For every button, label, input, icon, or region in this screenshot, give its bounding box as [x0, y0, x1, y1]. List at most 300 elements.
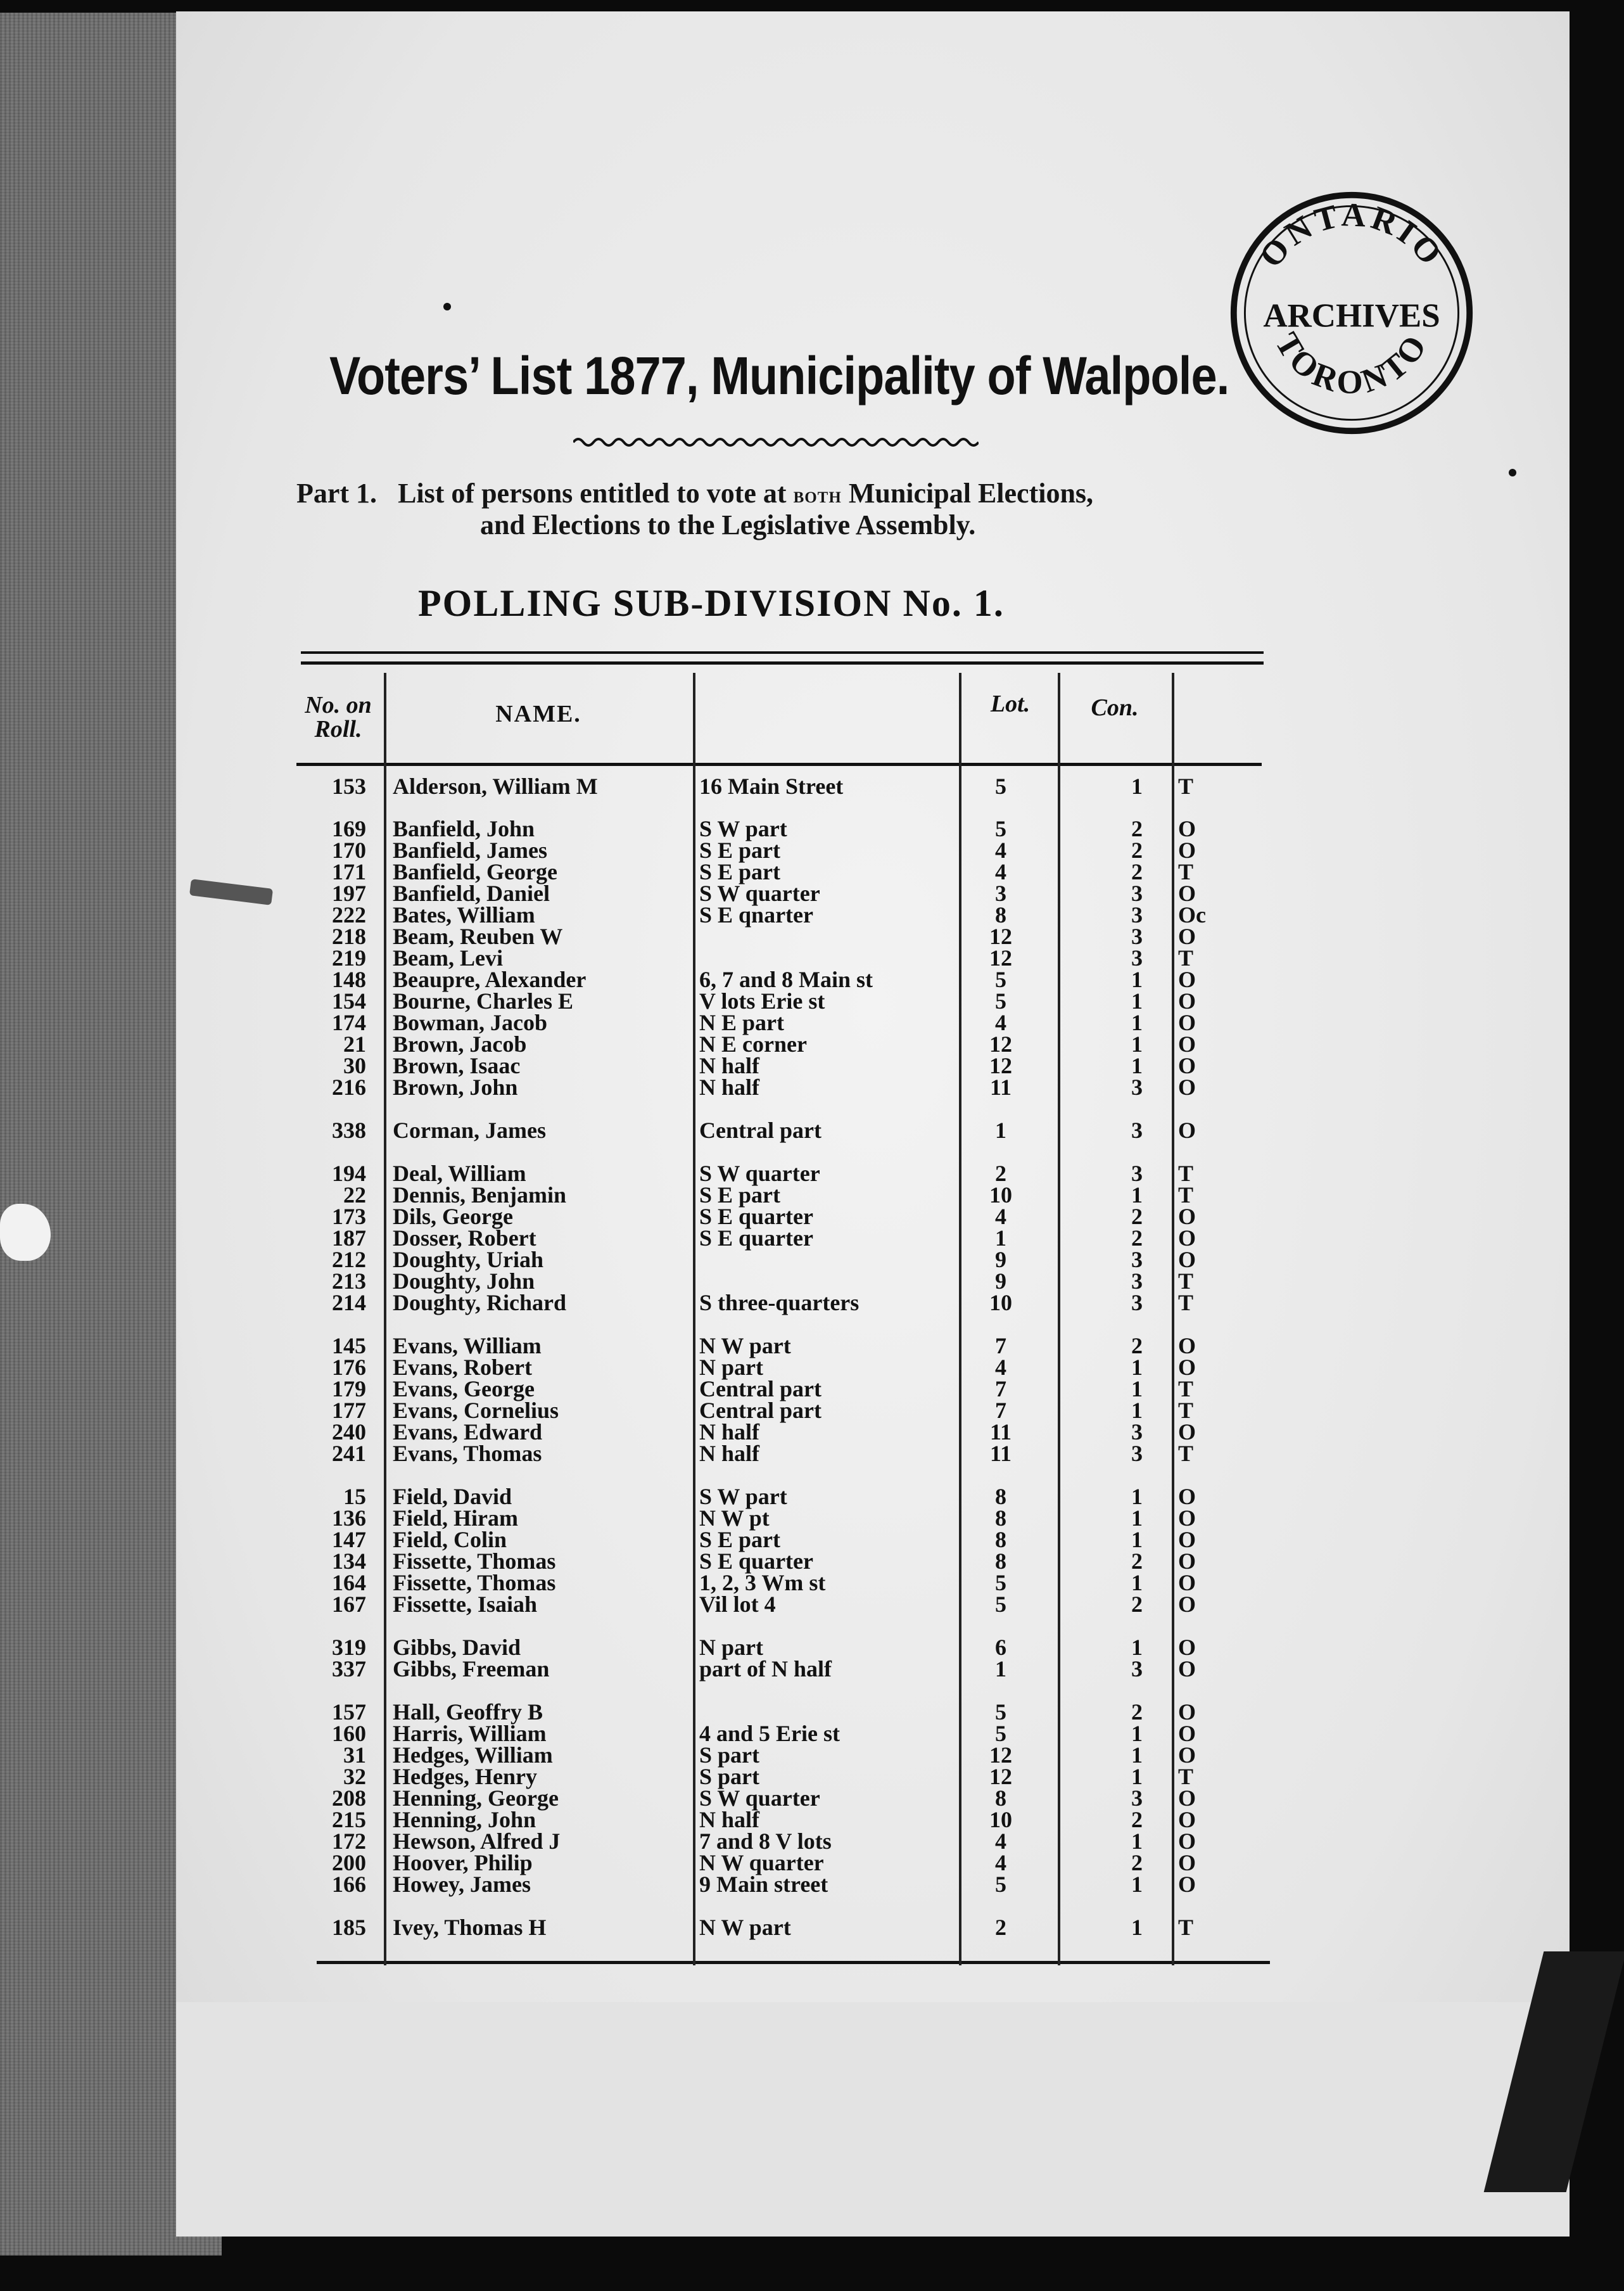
concession-number: 3: [1131, 1161, 1143, 1186]
qualification-code: O: [1178, 1010, 1196, 1035]
header-bottom-rule: [296, 763, 1262, 766]
lot-number: 12: [989, 1053, 1012, 1078]
property-description: N half: [699, 1419, 760, 1445]
roll-number: 185: [332, 1915, 366, 1940]
part-label: Part 1.: [296, 478, 377, 509]
roll-number: 240: [332, 1419, 366, 1445]
column-divider: [959, 673, 961, 1965]
roll-number: 222: [332, 902, 366, 928]
roll-number: 194: [332, 1161, 366, 1186]
property-description: Vil lot 4: [699, 1592, 776, 1617]
intro-line1-start: List of persons entitled to vote at: [398, 478, 787, 509]
roll-number: 145: [332, 1333, 366, 1358]
qualification-code: O: [1178, 1785, 1196, 1811]
concession-number: 3: [1131, 945, 1143, 971]
qualification-code: O: [1178, 1225, 1196, 1251]
header-lot: Lot.: [990, 691, 1031, 717]
voter-name: Hoover, Philip: [393, 1850, 533, 1875]
roll-number: 200: [332, 1850, 366, 1875]
table-bottom-rule: [317, 1961, 1270, 1964]
roll-number: 179: [332, 1376, 366, 1401]
voter-name: Brown, John: [393, 1075, 518, 1100]
property-description: 6, 7 and 8 Main st: [699, 967, 873, 992]
roll-number: 167: [332, 1592, 366, 1617]
qualification-code: O: [1178, 1699, 1196, 1725]
concession-number: 2: [1131, 1333, 1143, 1358]
voter-name: Bourne, Charles E: [393, 988, 574, 1014]
concession-number: 1: [1131, 1398, 1143, 1423]
concession-number: 1: [1131, 1570, 1143, 1595]
intro-line2: and Elections to the Legislative Assembly.: [480, 509, 976, 540]
lot-number: 12: [989, 1031, 1012, 1057]
voter-name: Fissette, Thomas: [393, 1548, 556, 1574]
property-description: S E part: [699, 838, 781, 863]
voter-name: Corman, James: [393, 1118, 546, 1143]
voter-name: Beam, Reuben W: [393, 924, 563, 949]
property-description: S W quarter: [699, 1785, 820, 1811]
voter-name: Brown, Jacob: [393, 1031, 527, 1057]
concession-number: 3: [1131, 1247, 1143, 1272]
property-description: N W quarter: [699, 1850, 824, 1875]
stamp-middle-text: ARCHIVES: [1263, 297, 1440, 335]
roll-number: 213: [332, 1268, 366, 1294]
property-description: S E part: [699, 1527, 781, 1552]
lot-number: 5: [995, 1721, 1006, 1746]
property-description: 1, 2, 3 Wm st: [699, 1570, 826, 1595]
concession-number: 2: [1131, 838, 1143, 863]
roll-number: 187: [332, 1225, 366, 1251]
qualification-code: O: [1178, 1204, 1196, 1229]
concession-number: 3: [1131, 1785, 1143, 1811]
lot-number: 7: [995, 1398, 1006, 1423]
voter-name: Evans, Edward: [393, 1419, 543, 1445]
lot-number: 5: [995, 1699, 1006, 1725]
lot-number: 12: [989, 924, 1012, 949]
concession-number: 3: [1131, 1441, 1143, 1466]
lot-number: 8: [995, 1548, 1006, 1574]
concession-number: 1: [1131, 988, 1143, 1014]
roll-number: 32: [343, 1764, 366, 1789]
intro-text: [296, 478, 1285, 540]
concession-number: 3: [1131, 1075, 1143, 1100]
voter-name: Banfield, James: [393, 838, 548, 863]
roll-number: 134: [332, 1548, 366, 1574]
voter-name: Henning, George: [393, 1785, 559, 1811]
concession-number: 3: [1131, 1268, 1143, 1294]
lot-number: 1: [995, 1656, 1006, 1682]
concession-number: 2: [1131, 859, 1143, 884]
property-description: 9 Main street: [699, 1872, 828, 1897]
voter-name: Banfield, John: [393, 816, 535, 841]
roll-number: 153: [332, 774, 366, 799]
voter-name: Deal, William: [393, 1161, 526, 1186]
voter-name: Evans, Thomas: [393, 1441, 542, 1466]
qualification-code: T: [1178, 1376, 1194, 1401]
column-divider: [1172, 673, 1174, 1965]
column-divider: [1058, 673, 1060, 1965]
concession-number: 1: [1131, 1872, 1143, 1897]
lot-number: 5: [995, 1592, 1006, 1617]
concession-number: 1: [1131, 1721, 1143, 1746]
lot-number: 8: [995, 1527, 1006, 1552]
concession-number: 1: [1131, 1010, 1143, 1035]
property-description: S part: [699, 1742, 760, 1768]
qualification-code: T: [1178, 1398, 1194, 1423]
roll-number: 241: [332, 1441, 366, 1466]
lot-number: 5: [995, 774, 1006, 799]
voter-name: Hedges, Henry: [393, 1764, 537, 1789]
qualification-code: O: [1178, 1872, 1196, 1897]
voter-name: Dosser, Robert: [393, 1225, 536, 1251]
page-lower-area: [176, 2002, 1570, 2237]
voter-name: Banfield, Daniel: [393, 881, 550, 906]
concession-number: 2: [1131, 816, 1143, 841]
header-no-on-roll: No. on Roll.: [305, 692, 372, 743]
roll-number: 176: [332, 1355, 366, 1380]
voter-name: Evans, Cornelius: [393, 1398, 559, 1423]
voter-name: Beaupre, Alexander: [393, 967, 587, 992]
property-description: N W pt: [699, 1505, 770, 1531]
qualification-code: O: [1178, 1742, 1196, 1768]
svg-text:TORONTO: [1268, 326, 1436, 401]
property-description: S W part: [699, 816, 787, 841]
qualification-code: O: [1178, 1656, 1196, 1682]
roll-number: 337: [332, 1656, 366, 1682]
lot-number: 11: [989, 1075, 1012, 1100]
concession-number: 1: [1131, 1505, 1143, 1531]
property-description: N half: [699, 1441, 760, 1466]
qualification-code: O: [1178, 1419, 1196, 1445]
voter-name: Evans, Robert: [393, 1355, 533, 1380]
roll-number: 338: [332, 1118, 366, 1143]
voter-name: Evans, William: [393, 1333, 542, 1358]
property-description: N half: [699, 1807, 760, 1832]
lot-number: 8: [995, 902, 1006, 928]
property-description: S W quarter: [699, 1161, 820, 1186]
roll-number: 173: [332, 1204, 366, 1229]
lot-number: 11: [989, 1441, 1012, 1466]
roll-number: 164: [332, 1570, 366, 1595]
concession-number: 1: [1131, 967, 1143, 992]
qualification-code: O: [1178, 838, 1196, 863]
roll-number: 154: [332, 988, 366, 1014]
concession-number: 1: [1131, 1053, 1143, 1078]
voter-name: Ivey, Thomas H: [393, 1915, 547, 1940]
lot-number: 5: [995, 1872, 1006, 1897]
concession-number: 2: [1131, 1225, 1143, 1251]
voter-name: Brown, Isaac: [393, 1053, 521, 1078]
concession-number: 1: [1131, 1742, 1143, 1768]
qualification-code: O: [1178, 1548, 1196, 1574]
roll-number: 22: [343, 1182, 366, 1208]
table-top-rule: [301, 651, 1264, 654]
concession-number: 3: [1131, 1118, 1143, 1143]
qualification-code: Oc: [1178, 902, 1206, 928]
table-top-rule-2: [301, 661, 1264, 665]
qualification-code: O: [1178, 1807, 1196, 1832]
document-title: Voters’ List 1877, Municipality of Walpole.: [329, 346, 1229, 405]
qualification-code: O: [1178, 1850, 1196, 1875]
roll-number: 319: [332, 1635, 366, 1660]
property-description: S part: [699, 1764, 760, 1789]
lot-number: 1: [995, 1118, 1006, 1143]
roll-number: 219: [332, 945, 366, 971]
voter-name: Field, David: [393, 1484, 512, 1509]
qualification-code: T: [1178, 859, 1194, 884]
qualification-code: O: [1178, 881, 1196, 906]
concession-number: 2: [1131, 1548, 1143, 1574]
concession-number: 1: [1131, 1376, 1143, 1401]
lot-number: 3: [995, 881, 1006, 906]
svg-text:ONTARIO: [1252, 196, 1451, 274]
qualification-code: O: [1178, 1031, 1196, 1057]
qualification-code: T: [1178, 945, 1194, 971]
lot-number: 1: [995, 1225, 1006, 1251]
concession-number: 3: [1131, 1290, 1143, 1315]
lot-number: 2: [995, 1915, 1006, 1940]
concession-number: 2: [1131, 1592, 1143, 1617]
column-divider: [384, 673, 386, 1965]
lot-number: 10: [989, 1807, 1012, 1832]
property-description: V lots Erie st: [699, 988, 825, 1014]
roll-number: 208: [332, 1785, 366, 1811]
property-description: S E part: [699, 1182, 781, 1208]
intro-both: both: [793, 482, 842, 507]
property-description: 16 Main Street: [699, 774, 844, 799]
property-description: N W part: [699, 1915, 791, 1940]
roll-number: 21: [343, 1031, 366, 1057]
property-description: N part: [699, 1635, 763, 1660]
qualification-code: O: [1178, 1484, 1196, 1509]
lot-number: 4: [995, 1828, 1006, 1854]
qualification-code: O: [1178, 1527, 1196, 1552]
lot-number: 7: [995, 1333, 1006, 1358]
qualification-code: O: [1178, 1075, 1196, 1100]
qualification-code: O: [1178, 1721, 1196, 1746]
voter-name: Henning, John: [393, 1807, 536, 1832]
concession-number: 1: [1131, 1764, 1143, 1789]
voter-name: Bates, William: [393, 902, 535, 928]
lot-number: 7: [995, 1376, 1006, 1401]
property-description: S E quarter: [699, 1225, 813, 1251]
stamp-top-text: ONTARIO: [1252, 196, 1451, 275]
qualification-code: T: [1178, 1915, 1194, 1940]
lot-number: 5: [995, 1570, 1006, 1595]
qualification-code: T: [1178, 1268, 1194, 1294]
property-description: N E corner: [699, 1031, 807, 1057]
property-description: S E quarter: [699, 1204, 813, 1229]
concession-number: 2: [1131, 1807, 1143, 1832]
roll-number: 15: [343, 1484, 366, 1509]
property-description: N W part: [699, 1333, 791, 1358]
lot-number: 8: [995, 1505, 1006, 1531]
property-description: part of N half: [699, 1656, 832, 1682]
lot-number: 12: [989, 945, 1012, 971]
lot-number: 10: [989, 1182, 1012, 1208]
concession-number: 1: [1131, 1355, 1143, 1380]
qualification-code: T: [1178, 1764, 1194, 1789]
concession-number: 3: [1131, 902, 1143, 928]
concession-number: 2: [1131, 1850, 1143, 1875]
roll-number: 216: [332, 1075, 366, 1100]
lot-number: 9: [995, 1247, 1006, 1272]
intro-line1-end: Municipal Elections,: [848, 478, 1094, 509]
roll-number: 218: [332, 924, 366, 949]
voter-name: Bowman, Jacob: [393, 1010, 548, 1035]
column-divider: [693, 673, 695, 1965]
property-description: S three-quarters: [699, 1290, 860, 1315]
voter-name: Field, Colin: [393, 1527, 507, 1552]
lot-number: 2: [995, 1161, 1006, 1186]
roll-number: 197: [332, 881, 366, 906]
concession-number: 1: [1131, 1031, 1143, 1057]
qualification-code: O: [1178, 1053, 1196, 1078]
roll-number: 30: [343, 1053, 366, 1078]
roll-number: 160: [332, 1721, 366, 1746]
property-description: 7 and 8 V lots: [699, 1828, 832, 1854]
voter-name: Hedges, William: [393, 1742, 553, 1768]
qualification-code: T: [1178, 774, 1194, 799]
concession-number: 1: [1131, 774, 1143, 799]
lot-number: 5: [995, 816, 1006, 841]
voter-name: Evans, George: [393, 1376, 535, 1401]
roll-number: 170: [332, 838, 366, 863]
concession-number: 2: [1131, 1699, 1143, 1725]
title-ornament: [573, 436, 979, 449]
roll-number: 157: [332, 1699, 366, 1725]
roll-number: 171: [332, 859, 366, 884]
lot-number: 8: [995, 1785, 1006, 1811]
concession-number: 1: [1131, 1828, 1143, 1854]
concession-number: 2: [1131, 1204, 1143, 1229]
roll-number: 166: [332, 1872, 366, 1897]
roll-number: 212: [332, 1247, 366, 1272]
qualification-code: O: [1178, 1635, 1196, 1660]
lot-number: 4: [995, 838, 1006, 863]
qualification-code: O: [1178, 1333, 1196, 1358]
polling-subdivision-heading: POLLING SUB-DIVISION No. 1.: [418, 582, 1005, 624]
voter-name: Dils, George: [393, 1204, 513, 1229]
lot-number: 4: [995, 1010, 1006, 1035]
header-name: NAME.: [495, 701, 581, 727]
lot-number: 11: [989, 1419, 1012, 1445]
voter-name: Field, Hiram: [393, 1505, 518, 1531]
lot-number: 12: [989, 1742, 1012, 1768]
voter-name: Hewson, Alfred J: [393, 1828, 561, 1854]
property-description: N half: [699, 1053, 760, 1078]
voter-name: Doughty, Richard: [393, 1290, 567, 1315]
qualification-code: O: [1178, 967, 1196, 992]
concession-number: 3: [1131, 1419, 1143, 1445]
roll-number: 172: [332, 1828, 366, 1854]
qualification-code: O: [1178, 924, 1196, 949]
lot-number: 5: [995, 988, 1006, 1014]
voter-name: Doughty, John: [393, 1268, 535, 1294]
ink-speck: [443, 303, 451, 310]
concession-number: 3: [1131, 881, 1143, 906]
lot-number: 4: [995, 859, 1006, 884]
qualification-code: O: [1178, 988, 1196, 1014]
property-description: N E part: [699, 1010, 784, 1035]
qualification-code: T: [1178, 1182, 1194, 1208]
lot-number: 12: [989, 1764, 1012, 1789]
roll-number: 148: [332, 967, 366, 992]
voter-name: Fissette, Thomas: [393, 1570, 556, 1595]
roll-number: 31: [343, 1742, 366, 1768]
roll-number: 147: [332, 1527, 366, 1552]
lot-number: 9: [995, 1268, 1006, 1294]
concession-number: 1: [1131, 1484, 1143, 1509]
voter-name: Howey, James: [393, 1872, 531, 1897]
qualification-code: T: [1178, 1290, 1194, 1315]
archives-stamp: [1228, 189, 1476, 437]
voter-name: Banfield, George: [393, 859, 557, 884]
qualification-code: O: [1178, 1118, 1196, 1143]
voter-name: Gibbs, David: [393, 1635, 521, 1660]
voter-name: Fissette, Isaiah: [393, 1592, 537, 1617]
lot-number: 4: [995, 1355, 1006, 1380]
property-description: 4 and 5 Erie st: [699, 1721, 841, 1746]
lot-number: 4: [995, 1850, 1006, 1875]
roll-number: 177: [332, 1398, 366, 1423]
concession-number: 3: [1131, 1656, 1143, 1682]
lot-number: 5: [995, 967, 1006, 992]
concession-number: 1: [1131, 1635, 1143, 1660]
voter-name: Dennis, Benjamin: [393, 1182, 567, 1208]
property-description: S E part: [699, 859, 781, 884]
concession-number: 1: [1131, 1527, 1143, 1552]
lot-number: 8: [995, 1484, 1006, 1509]
header-con: Con.: [1091, 694, 1139, 721]
qualification-code: O: [1178, 1505, 1196, 1531]
voter-name: Beam, Levi: [393, 945, 503, 971]
voter-name: Alderson, William M: [393, 774, 598, 799]
voter-name: Harris, William: [393, 1721, 547, 1746]
property-description: Central part: [699, 1118, 822, 1143]
concession-number: 3: [1131, 924, 1143, 949]
property-description: Central part: [699, 1376, 822, 1401]
voter-name: Doughty, Uriah: [393, 1247, 544, 1272]
property-description: S W part: [699, 1484, 787, 1509]
qualification-code: O: [1178, 1570, 1196, 1595]
property-description: S E qnarter: [699, 902, 813, 928]
property-description: Central part: [699, 1398, 822, 1423]
property-description: S E quarter: [699, 1548, 813, 1574]
ink-speck: [1509, 469, 1516, 476]
roll-number: 215: [332, 1807, 366, 1832]
property-description: S W quarter: [699, 881, 820, 906]
qualification-code: O: [1178, 1828, 1196, 1854]
qualification-code: T: [1178, 1441, 1194, 1466]
concession-number: 1: [1131, 1182, 1143, 1208]
roll-number: 136: [332, 1505, 366, 1531]
qualification-code: O: [1178, 1247, 1196, 1272]
roll-number: 214: [332, 1290, 366, 1315]
stamp-bottom-text: TORONTO: [1267, 326, 1436, 401]
qualification-code: O: [1178, 1592, 1196, 1617]
property-description: N part: [699, 1355, 763, 1380]
roll-number: 174: [332, 1010, 366, 1035]
qualification-code: O: [1178, 1355, 1196, 1380]
voter-name: Gibbs, Freeman: [393, 1656, 550, 1682]
qualification-code: O: [1178, 816, 1196, 841]
roll-number: 169: [332, 816, 366, 841]
voter-name: Hall, Geoffry B: [393, 1699, 543, 1725]
concession-number: 1: [1131, 1915, 1143, 1940]
property-description: N half: [699, 1075, 760, 1100]
lot-number: 6: [995, 1635, 1006, 1660]
lot-number: 10: [989, 1290, 1012, 1315]
